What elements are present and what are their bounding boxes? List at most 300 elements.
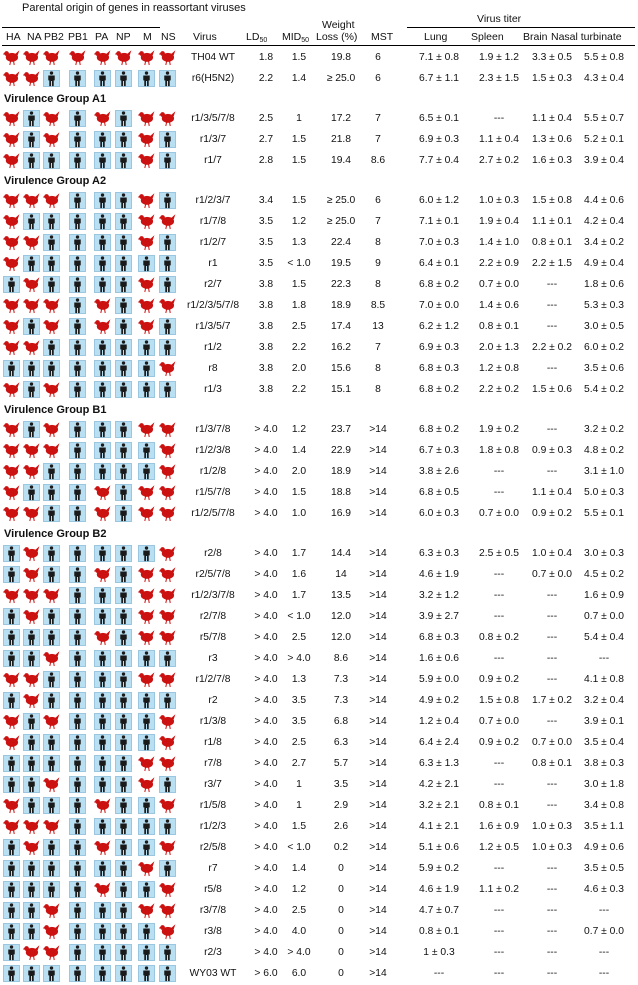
cell-nasal: 4.1 ± 0.8 (583, 674, 624, 685)
human-icon (94, 276, 111, 293)
cell-virus: r2/5/7/8 (195, 569, 231, 580)
table-row (0, 669, 638, 690)
cell-spleen: --- (493, 466, 505, 477)
cell-nasal: 0.7 ± 0.0 (583, 926, 624, 937)
cell-virus: r1/2/7/8 (195, 674, 231, 685)
cell-mst: >14 (369, 590, 387, 601)
cell-brain: --- (546, 800, 558, 811)
human-icon (3, 629, 20, 646)
cell-wl: ≥ 25.0 (326, 73, 356, 84)
bird-icon (23, 839, 40, 856)
cell-lung: 1.6 ± 0.6 (418, 653, 459, 664)
bird-icon (3, 734, 20, 751)
bird-icon (138, 587, 155, 604)
cell-wl: 2.6 (333, 821, 349, 832)
cell-lung: 4.2 ± 2.1 (418, 779, 459, 790)
cell-mst: 8.6 (370, 155, 386, 166)
cell-brain: 1.0 ± 0.3 (531, 842, 572, 853)
cell-wl: 23.7 (330, 424, 352, 435)
human-icon (69, 797, 86, 814)
cell-lung: 6.8 ± 0.2 (418, 279, 459, 290)
bird-icon (43, 318, 60, 335)
cell-brain: --- (546, 321, 558, 332)
human-icon (138, 965, 155, 982)
bird-icon (3, 797, 20, 814)
cell-mst: >14 (369, 968, 387, 979)
cell-mst: >14 (369, 466, 387, 477)
cell-brain: --- (546, 466, 558, 477)
cell-nasal: 3.8 ± 0.3 (583, 758, 624, 769)
human-icon (115, 234, 132, 251)
cell-ld: > 4.0 (254, 508, 278, 519)
cell-mst: >14 (369, 653, 387, 664)
table-row (0, 419, 638, 440)
human-icon (138, 381, 155, 398)
col-virus-header: Virus (193, 31, 217, 43)
cell-virus: r7/8 (204, 758, 222, 769)
table-row (0, 190, 638, 211)
cell-wl: 3.5 (333, 779, 349, 790)
cell-brain: 3.3 ± 0.5 (531, 52, 572, 63)
cell-brain: --- (546, 863, 558, 874)
human-icon (115, 421, 132, 438)
human-icon (69, 297, 86, 314)
parental-header-rule (2, 27, 160, 28)
bird-icon (138, 566, 155, 583)
table-row (0, 627, 638, 648)
human-icon (115, 110, 132, 127)
cell-mid: 2.5 (291, 737, 307, 748)
cell-mst: >14 (369, 445, 387, 456)
cell-wl: 8.6 (333, 653, 349, 664)
cell-mid: 1 (296, 779, 302, 790)
col-spleen-header: Spleen (471, 31, 504, 43)
cell-lung: 6.3 ± 0.3 (418, 548, 459, 559)
col-weight-header-line2: Loss (%) (316, 31, 358, 43)
cell-brain: --- (546, 968, 558, 979)
cell-nasal: 3.0 ± 0.5 (583, 321, 624, 332)
cell-wl: 19.5 (330, 258, 352, 269)
cell-lung: 3.2 ± 2.1 (418, 800, 459, 811)
cell-spleen: 0.9 ± 0.2 (478, 737, 519, 748)
human-icon (94, 70, 111, 87)
human-icon (3, 545, 20, 562)
table-row (0, 564, 638, 585)
cell-ld: 3.5 (258, 258, 274, 269)
cell-nasal: 4.4 ± 0.6 (583, 195, 624, 206)
bird-icon (3, 297, 20, 314)
cell-lung: 6.7 ± 0.3 (418, 445, 459, 456)
cell-mid: < 1.0 (287, 258, 311, 269)
cell-mid: 1 (296, 113, 302, 124)
human-icon (115, 965, 132, 982)
cell-brain: --- (546, 590, 558, 601)
cell-nasal: 3.5 ± 1.1 (583, 821, 624, 832)
human-icon (115, 713, 132, 730)
human-icon (115, 608, 132, 625)
cell-mst: 13 (372, 321, 384, 332)
cell-virus: r2/7 (204, 279, 222, 290)
human-icon (115, 255, 132, 272)
bird-icon (138, 755, 155, 772)
human-icon (115, 213, 132, 230)
col-segment-header: HA (6, 31, 21, 43)
human-icon (3, 881, 20, 898)
cell-mid: 1.4 (291, 863, 307, 874)
human-icon (23, 131, 40, 148)
human-icon (23, 776, 40, 793)
human-icon (3, 276, 20, 293)
virus-titer-title: Virus titer (477, 13, 522, 25)
bird-icon (138, 234, 155, 251)
cell-mid: < 1.0 (287, 842, 311, 853)
cell-virus: r2/3 (204, 947, 222, 958)
cell-ld: > 6.0 (254, 968, 278, 979)
bird-icon (94, 297, 111, 314)
cell-ld: 3.8 (258, 300, 274, 311)
human-icon (3, 944, 20, 961)
cell-mst: >14 (369, 632, 387, 643)
cell-mid: 1.5 (291, 821, 307, 832)
human-icon (69, 234, 86, 251)
cell-mst: 8 (375, 384, 381, 395)
cell-nasal: 4.2 ± 0.4 (583, 216, 624, 227)
virulence-group-heading: Virulence Group B2 (4, 528, 107, 540)
human-icon (69, 192, 86, 209)
cell-brain: --- (546, 424, 558, 435)
human-icon (94, 608, 111, 625)
cell-brain: --- (546, 279, 558, 290)
cell-brain: --- (546, 611, 558, 622)
cell-ld: 3.8 (258, 363, 274, 374)
cell-mst: >14 (369, 716, 387, 727)
col-segment-header: NS (161, 31, 176, 43)
cell-wl: 6.8 (333, 716, 349, 727)
cell-virus: r1/2/7 (199, 237, 227, 248)
cell-brain: --- (546, 300, 558, 311)
cell-virus: r2/5/8 (199, 842, 227, 853)
human-icon (69, 213, 86, 230)
human-icon (94, 860, 111, 877)
bird-icon (94, 629, 111, 646)
cell-lung: 7.0 ± 0.3 (418, 237, 459, 248)
cell-wl: 22.3 (330, 279, 352, 290)
bird-icon (43, 818, 60, 835)
human-icon (23, 713, 40, 730)
cell-ld: 2.2 (258, 73, 274, 84)
table-row (0, 795, 638, 816)
human-icon (69, 713, 86, 730)
cell-mst: >14 (369, 821, 387, 832)
table-row (0, 358, 638, 379)
human-icon (94, 776, 111, 793)
cell-virus: r1/2/3/8 (195, 445, 231, 456)
human-icon (115, 360, 132, 377)
cell-virus: r1/2/3/5/7/8 (186, 300, 240, 311)
human-icon (94, 131, 111, 148)
bird-icon (94, 566, 111, 583)
table-row (0, 900, 638, 921)
col-segment-header: M (143, 31, 152, 43)
human-icon (69, 650, 86, 667)
bird-icon (115, 49, 132, 66)
cell-nasal: 3.4 ± 0.8 (583, 800, 624, 811)
cell-nasal: 3.5 ± 0.5 (583, 863, 624, 874)
human-icon (43, 965, 60, 982)
human-icon (43, 213, 60, 230)
cell-ld: 2.8 (258, 155, 274, 166)
human-icon (94, 545, 111, 562)
human-icon (69, 255, 86, 272)
ld50-label: LD (246, 31, 260, 43)
cell-virus: r1/3/7 (199, 134, 227, 145)
human-icon (115, 484, 132, 501)
bird-icon (3, 484, 20, 501)
table-row (0, 774, 638, 795)
human-icon (3, 839, 20, 856)
bird-icon (3, 442, 20, 459)
human-icon (43, 755, 60, 772)
cell-mst: >14 (369, 863, 387, 874)
human-icon (115, 881, 132, 898)
bird-icon (3, 421, 20, 438)
human-icon (69, 629, 86, 646)
bird-icon (43, 650, 60, 667)
cell-virus: r1 (208, 258, 218, 269)
human-icon (69, 484, 86, 501)
cell-mid: 1.5 (291, 195, 307, 206)
cell-virus: r1/2 (204, 342, 222, 353)
cell-virus: r1/2/5/7/8 (191, 508, 235, 519)
ld50-subscript: 50 (259, 37, 268, 44)
cell-mst: >14 (369, 569, 387, 580)
human-icon (94, 234, 111, 251)
cell-mid: 1.7 (291, 590, 307, 601)
human-icon (23, 381, 40, 398)
cell-wl: 7.3 (333, 695, 349, 706)
cell-mid: 4.0 (291, 926, 307, 937)
virulence-group-heading: Virulence Group A1 (4, 93, 107, 105)
human-icon (43, 608, 60, 625)
bird-icon (3, 463, 20, 480)
human-icon (69, 671, 86, 688)
col-weight-header-line1: Weight (322, 19, 355, 31)
cell-virus: r5/7/8 (199, 632, 227, 643)
cell-brain: --- (546, 632, 558, 643)
cell-brain: 0.8 ± 0.1 (531, 758, 572, 769)
cell-mst: 7 (375, 342, 381, 353)
cell-brain: 1.1 ± 0.4 (531, 113, 572, 124)
human-icon (115, 923, 132, 940)
cell-wl: 16.2 (330, 342, 352, 353)
cell-brain: 1.6 ± 0.3 (531, 155, 572, 166)
cell-ld: > 4.0 (254, 611, 278, 622)
cell-ld: 2.5 (258, 113, 274, 124)
bird-icon (138, 152, 155, 169)
cell-spleen: 1.2 ± 0.5 (478, 842, 519, 853)
cell-virus: r3 (208, 653, 218, 664)
human-icon (43, 629, 60, 646)
cell-mst: >14 (369, 737, 387, 748)
human-icon (94, 463, 111, 480)
human-icon (94, 339, 111, 356)
table-row (0, 963, 638, 984)
cell-nasal: 5.4 ± 0.2 (583, 384, 624, 395)
cell-brain: 1.1 ± 0.1 (531, 216, 572, 227)
cell-nasal: 3.2 ± 0.2 (583, 424, 624, 435)
cell-mst: 6 (375, 73, 381, 84)
cell-virus: r2/7/8 (199, 611, 227, 622)
bird-icon (23, 234, 40, 251)
human-icon (23, 318, 40, 335)
cell-mst: >14 (369, 842, 387, 853)
human-icon (43, 797, 60, 814)
bird-icon (23, 339, 40, 356)
cell-lung: --- (433, 968, 445, 979)
human-icon (115, 587, 132, 604)
human-icon (115, 297, 132, 314)
human-icon (138, 713, 155, 730)
cell-virus: r7 (208, 863, 218, 874)
cell-mid: 1.2 (291, 216, 307, 227)
human-icon (43, 545, 60, 562)
header-bottom-rule (2, 45, 635, 46)
cell-virus: r3/7 (204, 779, 222, 790)
cell-nasal: 6.0 ± 0.2 (583, 342, 624, 353)
human-icon (69, 318, 86, 335)
cell-spleen: 0.7 ± 0.0 (478, 508, 519, 519)
cell-spleen: --- (493, 968, 505, 979)
cell-nasal: --- (598, 905, 610, 916)
human-icon (23, 650, 40, 667)
cell-spleen: 1.4 ± 0.6 (478, 300, 519, 311)
human-icon (43, 881, 60, 898)
cell-nasal: 3.9 ± 0.1 (583, 716, 624, 727)
human-icon (138, 881, 155, 898)
cell-virus: r2 (208, 695, 218, 706)
table-row (0, 837, 638, 858)
cell-brain: --- (546, 716, 558, 727)
cell-mst: >14 (369, 884, 387, 895)
col-mst-header: MST (371, 31, 394, 43)
cell-lung: 6.4 ± 0.1 (418, 258, 459, 269)
human-icon (3, 650, 20, 667)
bird-icon (43, 421, 60, 438)
cell-mid: 1.2 (291, 884, 307, 895)
col-segment-header: NA (27, 31, 42, 43)
table-row (0, 816, 638, 837)
human-icon (115, 566, 132, 583)
table-row (0, 440, 638, 461)
cell-wl: 0 (338, 968, 344, 979)
human-icon (69, 860, 86, 877)
human-icon (3, 776, 20, 793)
human-icon (69, 545, 86, 562)
cell-virus: r2/8 (204, 548, 222, 559)
bird-icon (138, 131, 155, 148)
cell-lung: 4.6 ± 1.9 (418, 569, 459, 580)
human-icon (69, 276, 86, 293)
human-icon (3, 566, 20, 583)
cell-lung: 0.8 ± 0.1 (418, 926, 459, 937)
cell-brain: --- (546, 779, 558, 790)
table-row (0, 921, 638, 942)
cell-mst: >14 (369, 674, 387, 685)
bird-icon (94, 318, 111, 335)
human-icon (115, 505, 132, 522)
cell-wl: 22.4 (330, 237, 352, 248)
col-nasal-header: Nasal turbinate (551, 31, 622, 43)
bird-icon (3, 255, 20, 272)
cell-nasal: 5.5 ± 0.7 (583, 113, 624, 124)
cell-spleen: 1.2 ± 0.8 (478, 363, 519, 374)
human-icon (43, 152, 60, 169)
human-icon (3, 860, 20, 877)
human-icon (23, 421, 40, 438)
mid50-subscript: 50 (301, 37, 310, 44)
bird-icon (94, 505, 111, 522)
cell-virus: WY03 WT (189, 968, 237, 979)
human-icon (115, 381, 132, 398)
human-icon (138, 70, 155, 87)
cell-virus: r1/5/8 (199, 800, 227, 811)
human-icon (138, 339, 155, 356)
cell-wl: 5.7 (333, 758, 349, 769)
cell-wl: ≥ 25.0 (326, 195, 356, 206)
col-brain-header: Brain (523, 31, 548, 43)
human-icon (43, 671, 60, 688)
human-icon (138, 545, 155, 562)
human-icon (94, 734, 111, 751)
bird-icon (3, 192, 20, 209)
cell-wl: 0 (338, 884, 344, 895)
bird-icon (94, 839, 111, 856)
human-icon (3, 692, 20, 709)
cell-lung: 6.9 ± 0.3 (418, 342, 459, 353)
cell-wl: 2.9 (333, 800, 349, 811)
table-row (0, 461, 638, 482)
human-icon (23, 110, 40, 127)
human-icon (69, 421, 86, 438)
human-icon (138, 650, 155, 667)
cell-spleen: 1.9 ± 0.2 (478, 424, 519, 435)
cell-lung: 7.7 ± 0.4 (418, 155, 459, 166)
cell-spleen: --- (493, 569, 505, 580)
cell-mid: 1.2 (291, 424, 307, 435)
cell-spleen: 1.1 ± 0.4 (478, 134, 519, 145)
cell-nasal: 1.6 ± 0.9 (583, 590, 624, 601)
cell-lung: 6.7 ± 1.1 (418, 73, 459, 84)
human-icon (94, 944, 111, 961)
cell-mid: 1.8 (291, 300, 307, 311)
table-row (0, 337, 638, 358)
cell-ld: 3.8 (258, 384, 274, 395)
cell-spleen: --- (493, 487, 505, 498)
table-row (0, 68, 638, 89)
table-row (0, 316, 638, 337)
bird-icon (3, 505, 20, 522)
bird-icon (43, 944, 60, 961)
cell-ld: > 4.0 (254, 779, 278, 790)
human-icon (138, 692, 155, 709)
human-icon (94, 923, 111, 940)
human-icon (115, 442, 132, 459)
table-row (0, 690, 638, 711)
cell-mid: 3.5 (291, 716, 307, 727)
human-icon (23, 755, 40, 772)
cell-mst: >14 (369, 611, 387, 622)
human-icon (43, 276, 60, 293)
